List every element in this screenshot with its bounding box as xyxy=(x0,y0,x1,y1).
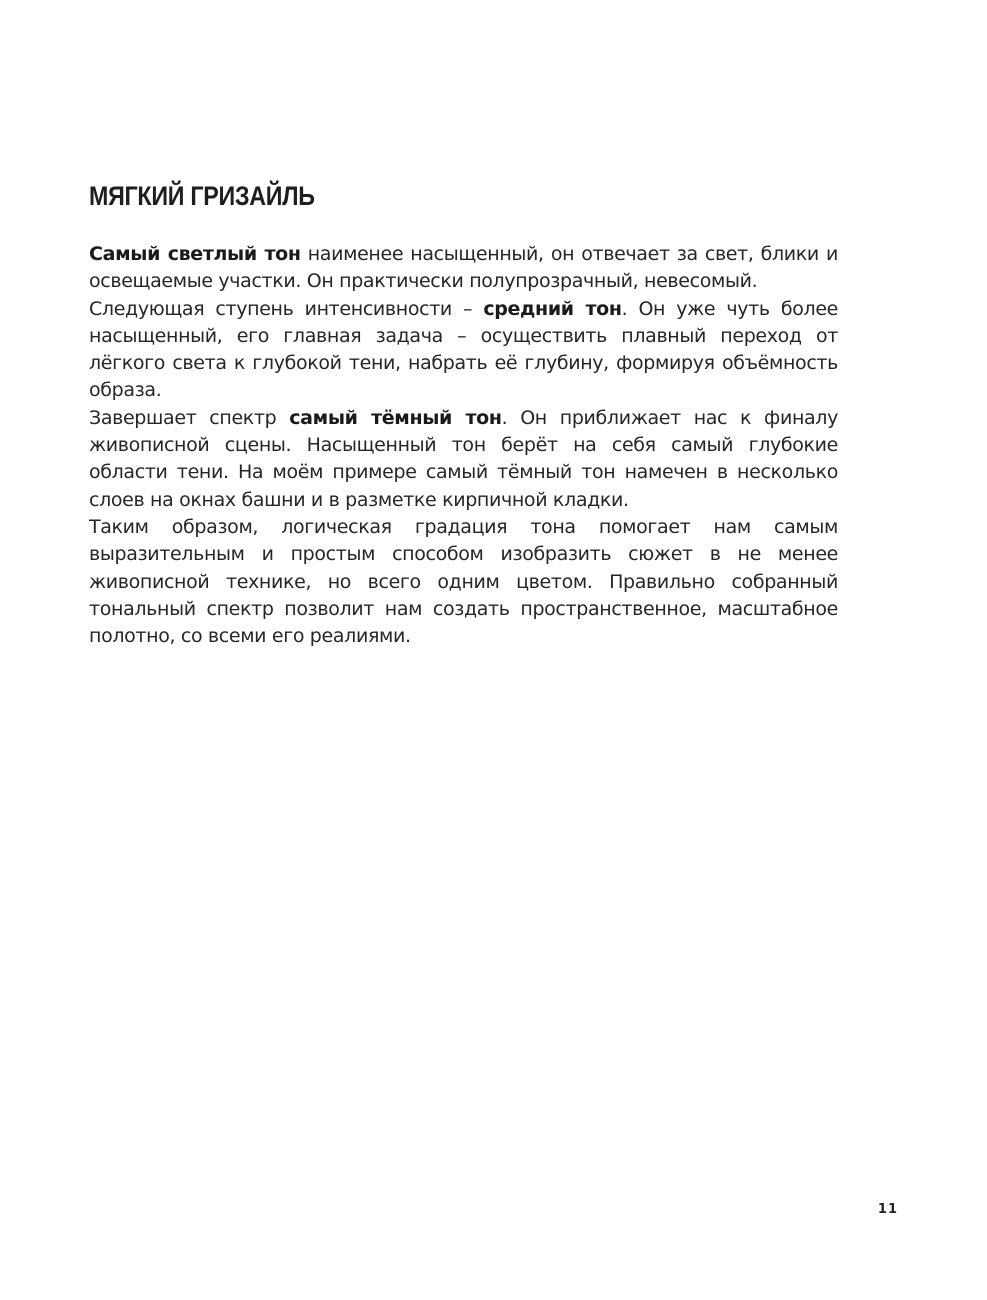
paragraph-text: наименее насыщенный, он отвечает за свет, блики и освещаемые участки. Он практически полупрозрачный, невесомый. xyxy=(89,243,839,293)
body-text xyxy=(89,241,838,650)
term-middle-tone: средний тон xyxy=(483,297,622,320)
paragraph-text: Следующая ступень интенсивности – xyxy=(89,297,484,320)
paragraph-text: . Он приближает нас к финалу живописной сцены. Насыщенный тон берёт на себя самый глубокие области тени. На моём примере самый тёмный тон намечен в несколько слоев на окнах башни и в разметке кирпичной кладки. xyxy=(89,406,838,511)
page-title: МЯГКИЙ ГРИЗАЙЛЬ xyxy=(89,181,315,211)
paragraph-text: Завершает спектр xyxy=(89,406,290,429)
paragraph-text: . Он уже чуть более насыщенный, его главная задача – осуществить плавный переход от лёгкого света к глубокой тени, набрать её глубину, формируя объёмность образа. xyxy=(89,297,839,402)
paragraph-conclusion xyxy=(89,514,838,650)
paragraph-middle-tone xyxy=(89,296,838,405)
term-lightest-tone: Самый светлый тон xyxy=(89,243,301,265)
paragraph-lightest-tone xyxy=(89,241,838,296)
paragraph-darkest-tone xyxy=(89,405,838,514)
paragraph-text: Таким образом, логическая градация тона помогает нам самым выразительным и простым способом изобразить сюжет в не менее живописной технике, но всего одним цветом. Правильно собранный тональный спектр позволит нам создать пространственное, масштабное полотно, со всеми его реалиями. xyxy=(89,515,838,648)
term-darkest-tone: самый тёмный тон xyxy=(289,406,502,429)
page-number: 11 xyxy=(877,1202,898,1217)
